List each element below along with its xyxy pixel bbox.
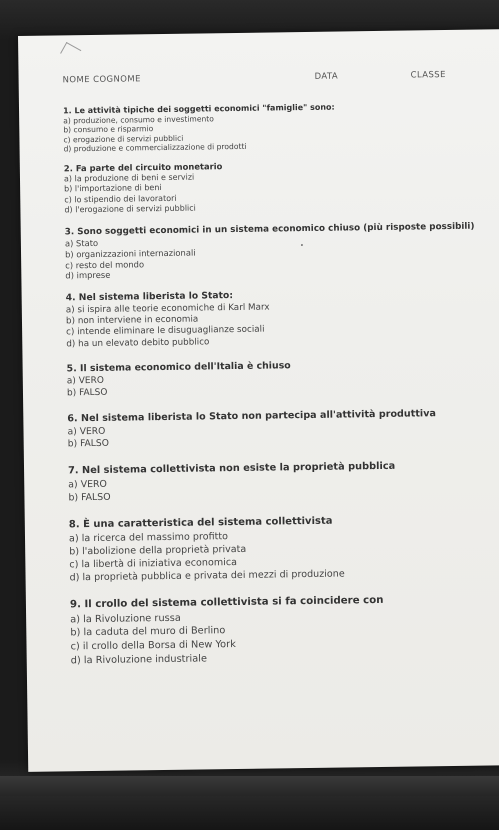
question-2 <box>64 157 485 215</box>
answer-option: d) imprese <box>65 270 111 281</box>
question-title: 5. Il sistema economico dell'Italia è chiuso <box>66 360 291 375</box>
question-3 <box>65 220 486 281</box>
answer-option: d) ha un elevato debito pubblico <box>66 337 210 350</box>
answer-option: c) erogazione di servizi pubblici <box>63 133 184 145</box>
answer-option: d) produzione e commercializzazione di prodotti <box>63 142 247 154</box>
answer-option: b) la caduta del muro di Berlino <box>70 625 226 639</box>
question-title: 3. Sono soggetti economici in un sistema economico chiuso (più risposte possibili) <box>64 221 475 238</box>
question-title: 2. Fa parte del circuito monetario <box>63 160 223 173</box>
answer-option: a) VERO <box>67 425 106 438</box>
paper-fold-mark <box>60 42 81 62</box>
answer-option: d) l'erogazione di servizi pubblici <box>64 203 196 215</box>
answer-option: a) VERO <box>68 478 107 490</box>
question-title: 4. Nel sistema liberista lo Stato: <box>65 290 234 304</box>
table-edge <box>0 776 499 796</box>
question-title: 6. Nel sistema liberista lo Stato non partecipa all'attività produttiva <box>67 408 436 425</box>
question-title: 8. È una caratteristica del sistema collettivista <box>68 515 333 530</box>
answer-option: b) organizzazioni internazionali <box>64 247 196 260</box>
answer-option: c) resto del mondo <box>65 258 145 270</box>
answer-option: b) non interviene in economia <box>65 314 199 327</box>
question-8 <box>69 512 490 585</box>
name-field-label: NOME COGNOME <box>62 74 141 86</box>
answer-option: a) si ispira alle teorie economiche di Karl Marx <box>65 302 270 315</box>
answer-option: b) l'abolizione della proprietà privata <box>69 543 247 558</box>
class-field-label: CLASSE <box>410 70 446 81</box>
answer-option: c) intende eliminare le disuguaglianze sociali <box>66 325 265 338</box>
answer-option: b) FALSO <box>68 491 111 503</box>
date-field-label: DATA <box>314 71 339 82</box>
question-1 <box>63 100 484 154</box>
answer-option: d) la Rivoluzione industriale <box>70 653 208 666</box>
answer-option: d) la proprietà pubblica e privata dei mezzi di produzione <box>69 568 345 584</box>
answer-option: c) il crollo della Borsa di New York <box>70 639 236 653</box>
question-title: 9. Il crollo del sistema collettivista si fa coincidere con <box>69 595 384 611</box>
answer-option: c) lo stipendio dei lavoratori <box>64 193 177 204</box>
answer-option: a) Stato <box>64 237 99 249</box>
answer-option: b) FALSO <box>67 438 110 450</box>
question-6 <box>67 407 487 451</box>
answer-option: a) la produzione di beni e servizi <box>63 172 195 184</box>
question-9 <box>70 593 491 668</box>
answer-option: b) FALSO <box>66 388 108 399</box>
questions-list <box>63 100 491 668</box>
question-4 <box>66 287 487 351</box>
question-5 <box>67 357 487 400</box>
question-7 <box>68 458 489 504</box>
question-title: 1. Le attività tipiche dei soggetti economici "famiglie" sono: <box>62 102 335 116</box>
worksheet-paper <box>18 29 499 772</box>
question-title: 7. Nel sistema collettivista non esiste la proprietà pubblica <box>67 460 396 477</box>
answer-option: c) la libertà di iniziativa economica <box>69 557 238 571</box>
answer-option: a) produzione, consumo e investimento <box>63 114 214 126</box>
worksheet-header <box>63 69 499 89</box>
answer-option: a) la Rivoluzione russa <box>70 612 181 626</box>
answer-option: a) la ricerca del massimo profitto <box>68 530 229 544</box>
answer-option: a) VERO <box>66 376 104 387</box>
answer-option: b) consumo e risparmio <box>63 124 154 135</box>
answer-option: b) l'importazione di beni <box>64 183 162 194</box>
